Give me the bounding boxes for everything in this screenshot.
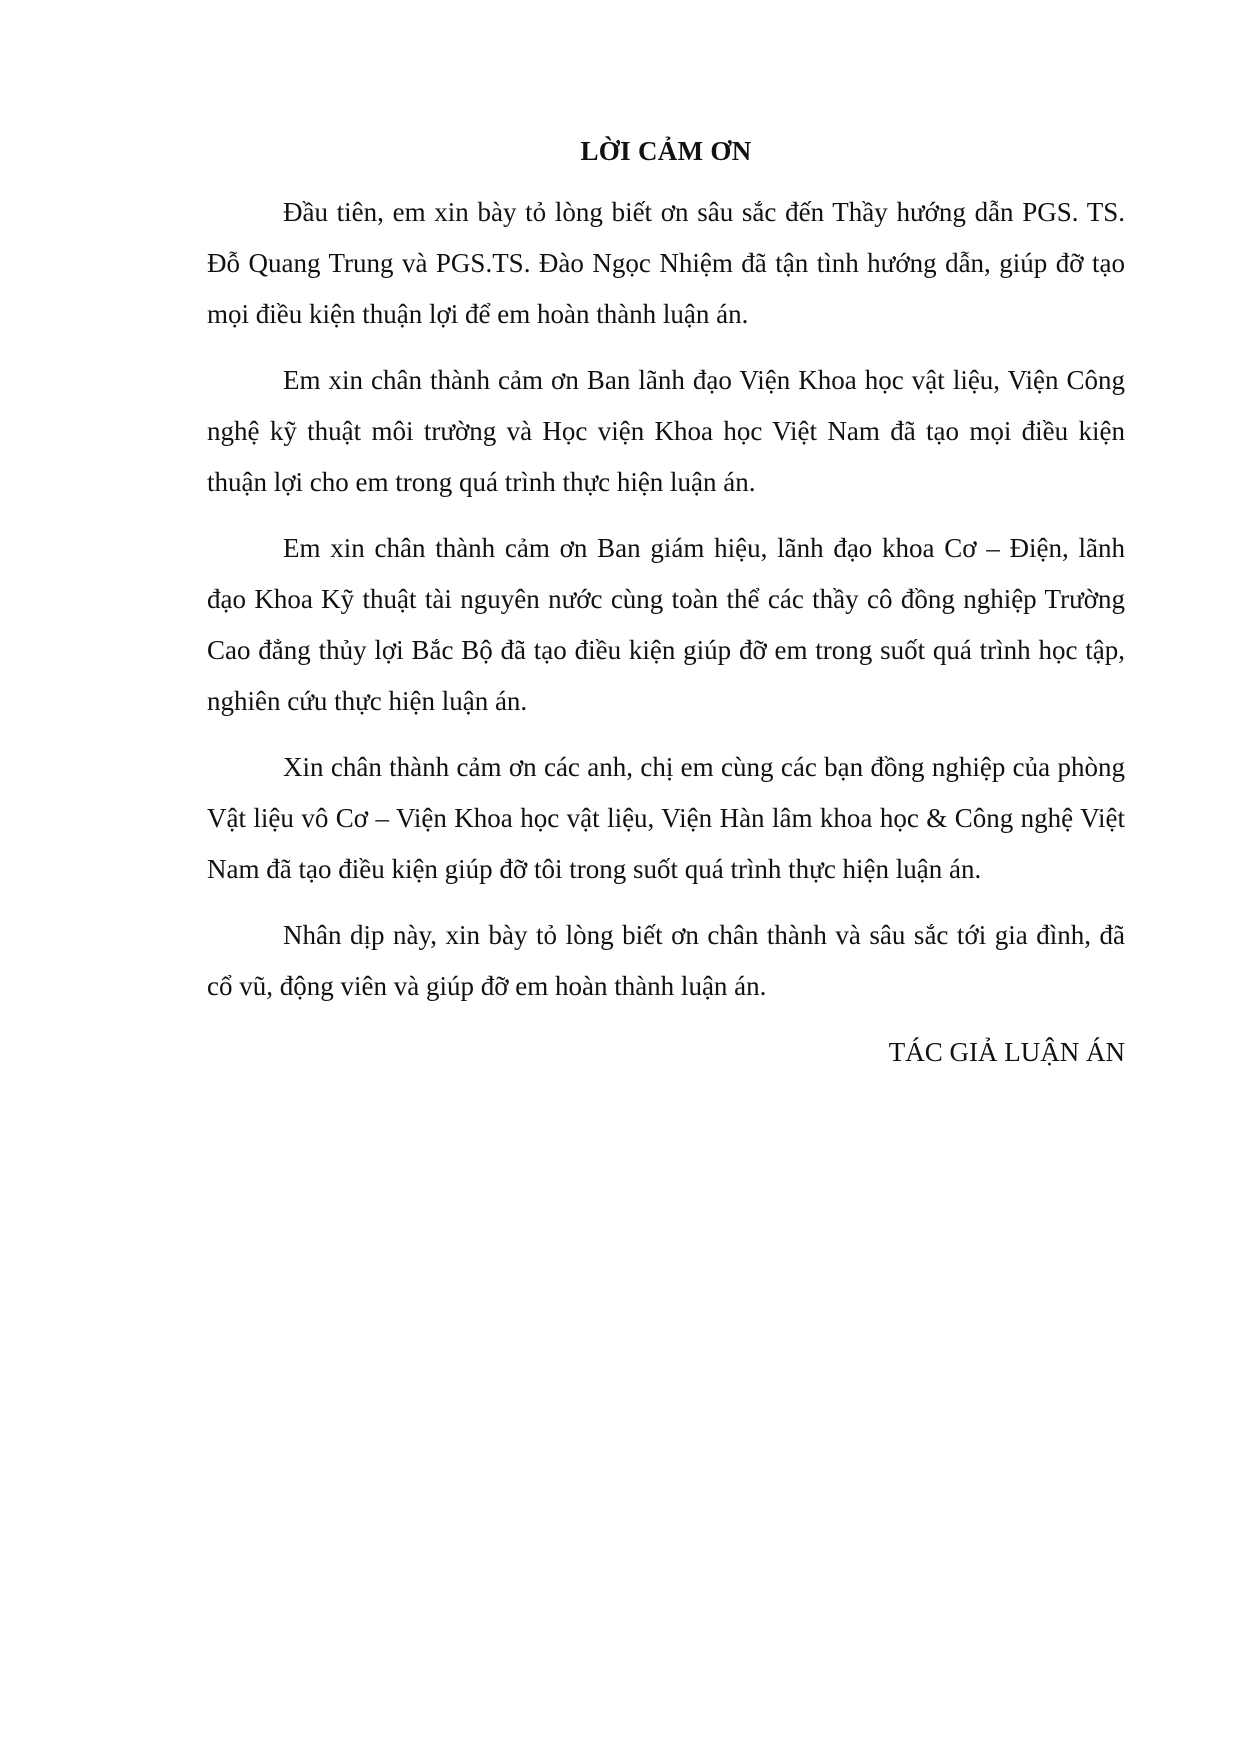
paragraph-3: Em xin chân thành cảm ơn Ban giám hiệu, lãnh đạo khoa Cơ – Điện, lãnh đạo Khoa Kỹ thuật tài nguyên nước cùng toàn thể các thầy cô đồng nghiệp Trường Cao đẳng thủy lợi Bắc Bộ đã tạo điều kiện giúp đỡ em trong suốt quá trình học tập, nghiên cứu thực hiện luận án.: [207, 533, 1125, 716]
paragraph-2: Em xin chân thành cảm ơn Ban lãnh đạo Viện Khoa học vật liệu, Viện Công nghệ kỹ thuật môi trường và Học viện Khoa học Việt Nam đã tạo mọi điều kiện thuận lợi cho em trong quá trình thực hiện luận án.: [207, 365, 1125, 497]
page-title: LỜI CẢM ƠN: [580, 136, 752, 166]
author-signature: TÁC GIẢ LUẬN ÁN: [888, 1037, 1125, 1067]
paragraph-5: Nhân dịp này, xin bày tỏ lòng biết ơn chân thành và sâu sắc tới gia đình, đã cổ vũ, động viên và giúp đỡ em hoàn thành luận án.: [207, 920, 1125, 1001]
paragraph-1: Đầu tiên, em xin bày tỏ lòng biết ơn sâu sắc đến Thầy hướng dẫn PGS. TS. Đỗ Quang Trung và PGS.TS. Đào Ngọc Nhiệm đã tận tình hướng dẫn, giúp đỡ tạo mọi điều kiện thuận lợi để em hoàn thành luận án.: [207, 197, 1125, 329]
paragraph-4: Xin chân thành cảm ơn các anh, chị em cùng các bạn đồng nghiệp của phòng Vật liệu vô Cơ – Viện Khoa học vật liệu, Viện Hàn lâm khoa học & Công nghệ Việt Nam đã tạo điều kiện giúp đỡ tôi trong suốt quá trình thực hiện luận án.: [207, 752, 1125, 884]
document-body: [207, 126, 1125, 1078]
